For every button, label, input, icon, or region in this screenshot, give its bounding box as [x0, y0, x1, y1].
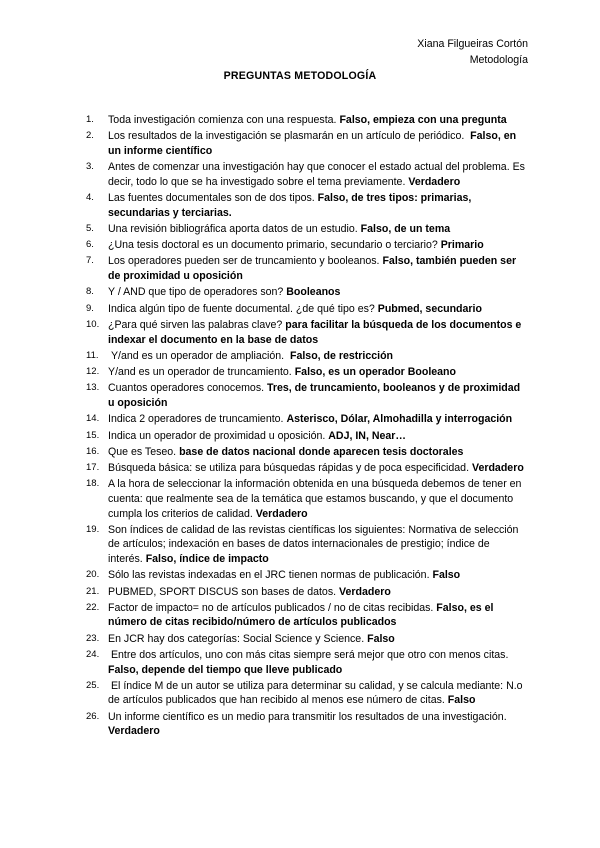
- question-item: [86, 191, 526, 220]
- question-item: [86, 381, 526, 410]
- question-text: Son índices de calidad de las revistas científicas los siguientes: Normativa de selección de artículos; indexación en bases de datos internacionales de prestigio; índice de interés.: [108, 523, 522, 565]
- question-text: Búsqueda básica: se utiliza para búsquedas rápidas y de poca especificidad.: [108, 462, 472, 475]
- answer-text: Verdadero: [339, 585, 391, 598]
- answer-text: base de datos nacional donde aparecen tesis doctorales: [179, 445, 464, 458]
- question-item: [86, 429, 526, 444]
- answer-text: Falso: [432, 569, 461, 582]
- answer-text: Primario: [440, 239, 484, 252]
- question-item: [86, 523, 526, 567]
- answer-text: ADJ, IN, Near…: [328, 429, 406, 442]
- answer-text: Falso, empieza con una pregunta: [339, 114, 507, 126]
- question-text: Indica 2 operadores de truncamiento.: [108, 413, 287, 426]
- answer-text: Verdadero: [408, 175, 461, 188]
- question-text: Un informe científico es un medio para transmitir los resultados de una investigación.: [108, 710, 510, 723]
- question-number: 23.: [86, 632, 100, 644]
- question-number: 6.: [86, 239, 94, 251]
- question-item: [86, 222, 526, 237]
- question-item: [86, 113, 526, 128]
- question-item: [86, 412, 526, 427]
- question-text: Y/and es un operador de ampliación.: [108, 349, 290, 362]
- question-item: [86, 648, 526, 677]
- question-text: Antes de comenzar una investigación hay que conocer el estado actual del problema. Es decir, todo lo que se ha investigado sobre el tema previamente.: [108, 161, 528, 188]
- subject-name: Metodología: [469, 54, 528, 66]
- question-number: 7.: [86, 255, 94, 267]
- question-text: Indica un operador de proximidad u oposición.: [108, 429, 329, 442]
- question-text: ¿Una tesis doctoral es un documento primario, secundario o terciario?: [108, 239, 441, 252]
- question-text: Y/and es un operador de truncamiento.: [108, 366, 295, 379]
- question-text: ¿Para qué sirven las palabras clave?: [108, 318, 286, 331]
- answer-text: Booleanos: [286, 286, 341, 299]
- question-item: [86, 285, 526, 300]
- question-item: [86, 318, 526, 347]
- question-number: 15.: [86, 429, 100, 441]
- question-item: [86, 445, 526, 460]
- question-number: 24.: [86, 649, 100, 660]
- question-text: Toda investigación comienza con una respuesta.: [108, 114, 340, 126]
- question-item: [86, 632, 526, 647]
- question-item: [86, 601, 526, 630]
- question-number: 10.: [86, 318, 100, 330]
- answer-text: Verdadero: [471, 462, 524, 475]
- question-text: Los resultados de la investigación se plasmarán en un artículo de periódico.: [108, 130, 471, 143]
- question-number: 19.: [86, 523, 100, 535]
- question-item: [86, 365, 526, 380]
- question-number: 2.: [86, 130, 94, 142]
- question-item: [86, 129, 526, 158]
- question-item: [86, 585, 526, 600]
- question-item: [86, 679, 526, 708]
- question-number: 25.: [86, 679, 100, 691]
- question-number: 8.: [86, 286, 94, 298]
- header-block: [417, 36, 528, 68]
- answer-text: Verdadero: [255, 507, 308, 520]
- question-text: Indica algún tipo de fuente documental. ¿de qué tipo es?: [108, 302, 378, 315]
- answer-text: Falso, depende del tiempo que lleve publicado: [108, 663, 343, 676]
- answer-text: Falso, es un operador Booleano: [294, 366, 456, 379]
- question-text: PUBMED, SPORT DISCUS son bases de datos.: [108, 585, 339, 598]
- answer-text: Falso, de tres tipos: primarias, secundarias y terciarias.: [108, 192, 472, 219]
- answer-text: Falso, es el número de citas recibido/número de artículos publicados: [108, 601, 494, 629]
- question-item: [86, 254, 526, 283]
- answer-text: Falso, de un tema: [360, 222, 451, 235]
- answer-text: Falso: [367, 632, 395, 645]
- question-text: Que es Teseo.: [108, 445, 180, 458]
- question-number: 20.: [86, 569, 100, 581]
- answer-text: Falso, también pueden ser de proximidad u oposición: [108, 255, 517, 283]
- question-number: 13.: [86, 382, 100, 394]
- author-name: Xiana Filgueiras Cortón: [417, 38, 528, 50]
- question-text: Y / AND que tipo de operadores son?: [108, 286, 287, 299]
- question-number: 22.: [86, 601, 100, 613]
- document-title: PREGUNTAS METODOLOGÍA: [223, 70, 377, 82]
- question-text: Factor de impacto= no de artículos publicados / no de citas recibidas.: [108, 601, 437, 614]
- question-item: [86, 160, 526, 189]
- answer-text: Verdadero: [108, 725, 160, 738]
- question-text: Las fuentes documentales son de dos tipos.: [108, 192, 318, 205]
- question-text: El índice M de un autor se utiliza para determinar su calidad, y se calcula mediante: N.o de artículos publicados que han recibido al menos ese número de citas.: [108, 679, 526, 707]
- question-number: 21.: [86, 585, 100, 597]
- answer-text: Falso, en un informe científico: [108, 130, 517, 157]
- question-text: A la hora de seleccionar la información obtenida en una búsqueda debemos de tener en cuenta: que realmente sea de la temática que estamos buscando, y que el documento cumpla los criterios de calidad.: [108, 478, 525, 520]
- question-number: 12.: [86, 366, 100, 378]
- question-number: 5.: [86, 222, 94, 234]
- answer-text: Falso, índice de impacto: [145, 553, 269, 565]
- question-item: [86, 461, 526, 476]
- question-number: 4.: [86, 192, 94, 204]
- question-item: [86, 477, 526, 521]
- question-number: 18.: [86, 478, 100, 490]
- question-number: 14.: [86, 413, 100, 425]
- answer-text: Falso, de restricción: [290, 349, 394, 362]
- question-number: 26.: [86, 710, 100, 722]
- question-text: Sólo las revistas indexadas en el JRC tienen normas de publicación.: [108, 569, 433, 582]
- question-text: Cuantos operadores conocemos.: [108, 382, 267, 395]
- answer-text: Pubmed, secundario: [377, 302, 482, 315]
- question-item: [86, 302, 526, 317]
- question-text: En JCR hay dos categorías: Social Science y Science.: [108, 632, 368, 645]
- question-number: 11.: [86, 349, 99, 361]
- answer-text: para facilitar la búsqueda de los documentos e indexar el documento en la base de datos: [108, 318, 522, 346]
- question-number: 3.: [86, 161, 94, 173]
- question-item: [86, 238, 526, 253]
- question-item: [86, 349, 526, 364]
- question-list: [86, 113, 526, 741]
- question-text: Los operadores pueden ser de truncamiento y booleanos.: [108, 255, 383, 268]
- answer-text: Tres, de truncamiento, booleanos y de proximidad u oposición: [108, 382, 521, 409]
- answer-text: Asterisco, Dólar, Almohadilla y interrogación: [286, 413, 513, 426]
- question-item: [86, 710, 526, 739]
- question-text: Una revisión bibliográfica aporta datos de un estudio.: [108, 222, 361, 235]
- question-number: 1.: [86, 114, 94, 125]
- question-number: 16.: [86, 445, 100, 457]
- question-number: 17.: [86, 462, 100, 474]
- question-item: [86, 568, 526, 583]
- question-text: Entre dos artículos, uno con más citas siempre será mejor que otro con menos citas.: [108, 649, 512, 661]
- answer-text: Falso: [447, 694, 476, 707]
- question-number: 9.: [86, 302, 94, 314]
